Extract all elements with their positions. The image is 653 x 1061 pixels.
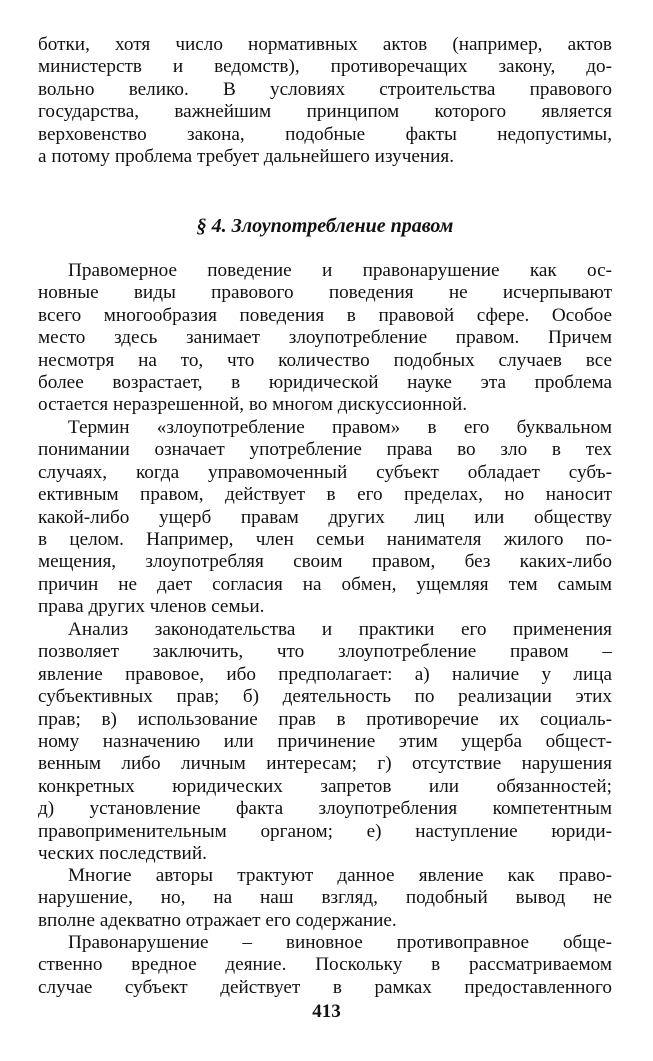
text-line: вполне адекватно отражает его содержание. [38,909,397,931]
text-line: понимании означает употребление права во зло в тех [38,439,612,461]
text-line: случае субъект действует в рамках предоставленного [38,976,612,998]
text-line: явление правовое, ибо предполагает: а) наличие у лица [38,663,612,685]
text-line: д) установление факта злоупотребления компетентным [38,798,612,820]
text-line: ственно вредное деяние. Поскольку в рассматриваемом [38,954,612,976]
text-line: права других членов семьи. [38,596,265,618]
paragraph-1 [38,260,612,417]
text-line: вольно велико. В условиях строительства правового [38,78,612,100]
text-line: позволяет заключить, что злоупотребление правом – [38,641,612,663]
text-line: новные виды правового поведения не исчерпывают [38,282,612,304]
paragraph-3 [38,619,612,865]
text-line: всего многообразия поведения в правовой сфере. Особое [38,304,612,326]
text-line: в целом. Например, член семьи нанимателя жилого по- [38,529,612,551]
paragraph [38,865,612,932]
text-line: случаях, когда управомоченный субъект обладает субъ- [38,461,612,483]
text-line: более возрастает, в юридической науке эта проблема [38,372,612,394]
paragraph-4 [38,865,612,932]
paragraph [38,417,612,619]
intro-paragraph [38,34,612,168]
text-line: правоприменительным органом; е) наступление юриди- [38,820,612,842]
paragraph [38,34,612,168]
text-line: какой-либо ущерб правам других лиц или обществу [38,506,612,528]
text-line: ботки, хотя число нормативных актов (например, актов [38,34,612,55]
text-line: ному назначению или причинение этим ущерба общест- [38,731,612,753]
text-line: ективным правом, действует в его пределах, но наносит [38,484,612,506]
paragraph-2 [38,417,612,619]
text-line: Термин «злоупотребление правом» в его буквальном [68,417,612,438]
paragraph [38,260,612,417]
text-line: субъективных прав; б) деятельность по реализации этих [38,686,612,708]
page-number: 413 [312,1001,341,1022]
text-line: причин не дает согласия на обмен, ущемляя тем самым [38,573,612,595]
text-line: нарушение, но, на наш взгляд, подобный вывод не [38,887,612,909]
paragraph-5 [38,932,612,999]
text-line: конкретных юридических запретов или обязанностей; [38,775,612,797]
text-line: государства, важнейшим принципом которого является [38,101,612,123]
text-line: министерств и ведомств), противоречащих закону, до- [38,56,612,78]
text-line: остается неразрешенной, во многом дискуссионной. [38,394,468,416]
text-line: венным либо личным интересам; г) отсутствие нарушения [38,753,612,775]
text-line: место здесь занимает злоупотребление правом. Причем [38,327,612,349]
text-line: а потому проблема требует дальнейшего изучения. [38,146,455,168]
text-line: Анализ законодательства и практики его применения [68,619,612,640]
section-heading: § 4. Злоупотребление правом [196,215,454,237]
text-line: Правонарушение – виновное противоправное обще- [68,932,612,953]
text-line: мещения, злоупотребляя своим правом, без каких-либо [38,551,612,573]
text-line: Правомерное поведение и правонарушение как ос- [68,260,612,281]
text-line: прав; в) использование прав в противоречие их социаль- [38,708,612,730]
text-line: несмотря на то, что количество подобных случаев все [38,349,612,371]
text-line: ческих последствий. [38,843,207,865]
paragraph [38,932,612,999]
text-line: верховенство закона, подобные факты недопустимы, [38,123,612,145]
paragraph [38,619,612,865]
text-line: Многие авторы трактуют данное явление как право- [68,865,612,886]
